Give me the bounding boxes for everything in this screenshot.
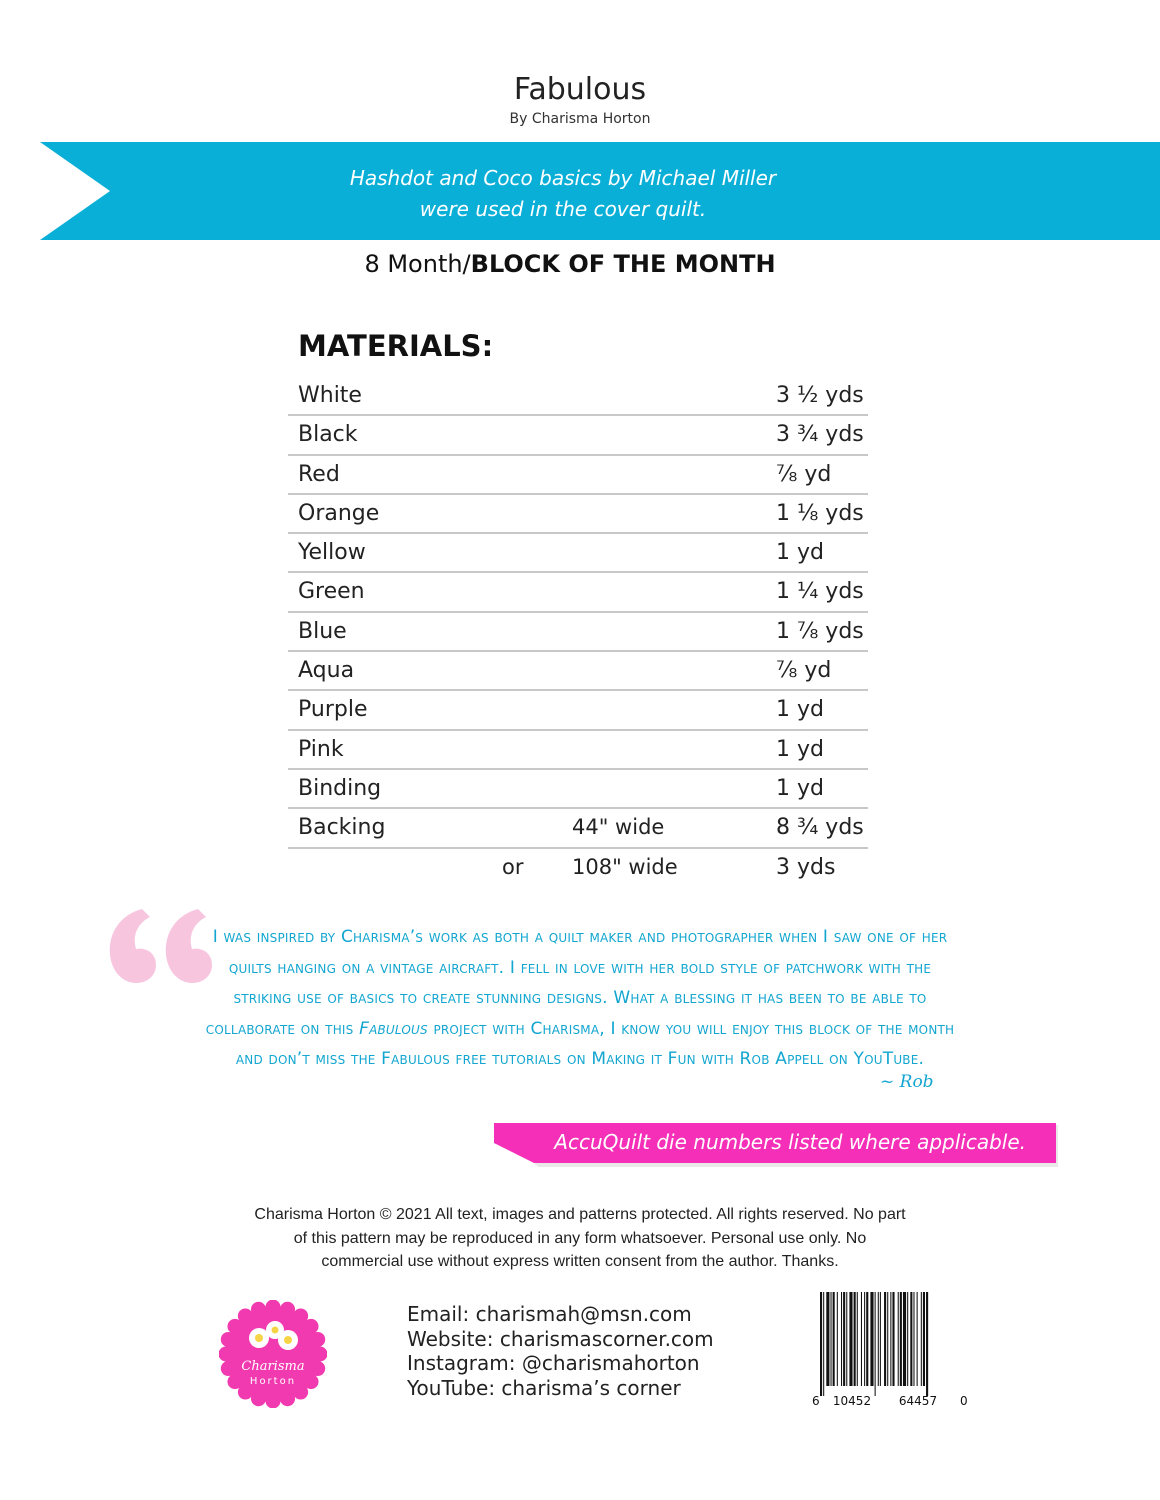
fabric-name: Red	[298, 461, 340, 487]
fabric-name: Black	[298, 422, 358, 448]
materials-row-alternate	[288, 849, 868, 888]
fabric-name: Yellow	[298, 540, 366, 566]
pattern-byline: By Charisma Horton	[509, 111, 651, 127]
fabric-note: 44" wide	[572, 815, 665, 840]
fabric-quantity: ⅞ yd	[776, 461, 832, 487]
copyright-notice: Charisma Horton © 2021 All text, images and patterns protected. All rights reserved. No part of this pattern may be reproduced in any form whatsoever. Personal use only. No commercial use without express written consent from the author. Thanks.	[254, 1206, 906, 1270]
contact-info	[407, 1302, 714, 1400]
fabric-quantity: 1 yd	[776, 540, 824, 566]
materials-row	[288, 691, 868, 730]
materials-row	[288, 456, 868, 495]
fabric-name: Aqua	[298, 658, 355, 684]
pattern-title: Fabulous	[513, 72, 647, 107]
fabric-quantity: 3 ¾ yds	[776, 422, 864, 448]
fabric-name: Purple	[298, 697, 368, 723]
barcode-group-1: 10452	[832, 1394, 872, 1408]
materials-heading: MATERIALS:	[298, 329, 494, 363]
barcode-group-2: 64457	[898, 1394, 938, 1408]
materials-row	[288, 377, 868, 416]
fabric-quantity: 1 ¼ yds	[776, 579, 864, 605]
barcode	[808, 1290, 970, 1408]
testimonial-signature: ~ Rob	[880, 1072, 934, 1092]
fabric-quantity: 3 ½ yds	[776, 383, 864, 408]
program-label: 8 Month/BLOCK OF THE MONTH	[364, 250, 776, 278]
fabric-name: Pink	[298, 736, 344, 762]
materials-row	[288, 652, 868, 691]
fabric-name: White	[298, 383, 362, 408]
fabric-quantity: 8 ¾ yds	[776, 815, 864, 841]
contact-youtube: YouTube: charisma’s corner	[407, 1375, 681, 1400]
fabric-name: Blue	[298, 618, 347, 644]
fabric-name: Green	[298, 579, 365, 605]
fabric-quantity: 1 ⅞ yds	[776, 618, 864, 644]
logo-name: Charisma	[241, 1359, 305, 1374]
fabric-quantity: 3 yds	[776, 854, 836, 880]
materials-row	[288, 573, 868, 612]
fabric-name: Orange	[298, 500, 380, 526]
materials-row	[288, 731, 868, 770]
fabric-quantity: 1 yd	[776, 775, 824, 801]
fabric-note: 108" wide	[572, 854, 678, 879]
materials-row	[288, 770, 868, 809]
fabric-credit-text: Hashdot and Coco basics by Michael Miller were used in the cover quilt.	[349, 166, 777, 221]
materials-row	[288, 416, 868, 455]
testimonial-quote: I was inspired by Charisma’s work as both a quilt maker and photographer when I saw one of her quilts hanging on a vintage aircraft. I fell in love with her bold style of patchwork with the striking use of basics to create stunning designs. What a blessing it has been to be able to collaborate on this Fabulous project with Charisma, I know you will enjoy this block of the month and don’t miss the Fabulous free tutorials on Making it Fun with Rob Appell on YouTube.	[205, 927, 955, 1069]
barcode-digit-first: 6	[812, 1394, 820, 1408]
fabric-quantity: 1 yd	[776, 697, 824, 723]
materials-row	[288, 534, 868, 573]
charisma-logo	[219, 1300, 327, 1408]
materials-row	[288, 495, 868, 534]
logo-surname: Horton	[249, 1376, 297, 1387]
materials-table	[288, 377, 868, 888]
contact-website: Website: charismascorner.com	[407, 1326, 714, 1351]
materials-row	[288, 809, 868, 848]
contact-instagram: Instagram: @charismahorton	[407, 1351, 700, 1375]
accuquilt-notice-text: AccuQuilt die numbers listed where applicable.	[554, 1130, 1026, 1154]
backing-or: or	[502, 854, 524, 879]
fabric-name: Binding	[298, 775, 382, 801]
fabric-quantity: ⅞ yd	[776, 658, 832, 684]
materials-row	[288, 613, 868, 652]
contact-email: Email: charismah@msn.com	[407, 1302, 692, 1326]
fabric-name: Backing	[298, 815, 386, 841]
fabric-quantity: 1 yd	[776, 736, 824, 762]
barcode-digit-last: 0	[960, 1394, 968, 1408]
fabric-quantity: 1 ⅛ yds	[776, 500, 864, 526]
